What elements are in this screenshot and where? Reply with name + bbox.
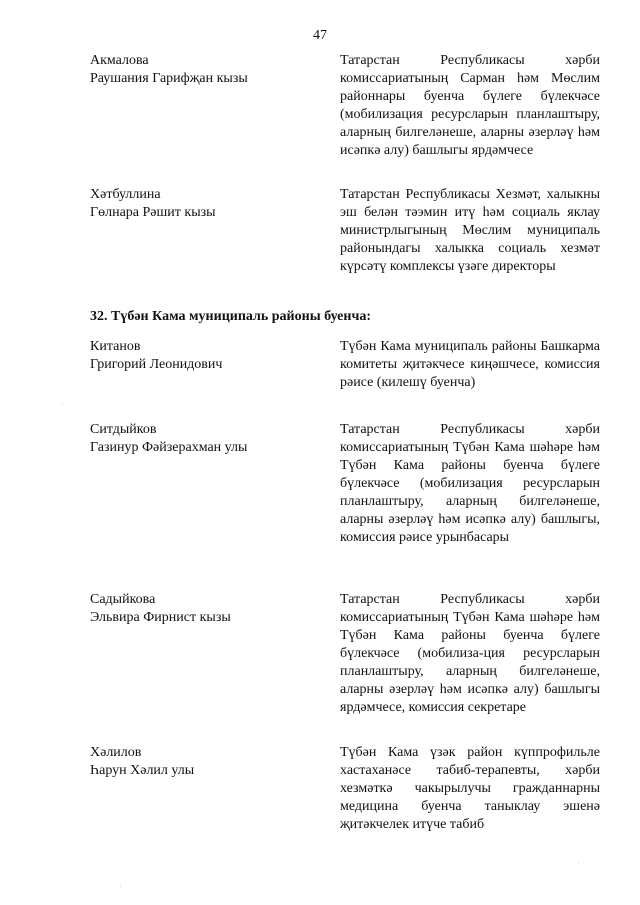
member-name — [90, 421, 320, 457]
member-position: Татарстан Республикасы Хезмәт, халыкны эш белән тәэмин итү һәм социаль яклау министрлыгының Мөслим муниципаль районындагы халыкка социаль хезмәт күрсәтү комплексы үзәге директоры — [340, 187, 600, 274]
member-position: Татарстан Республикасы хәрби комиссариатының Түбән Кама шәһәре һәм Түбән Кама районы буенча бүлеге бүлекчәсе (мобилиза-ция ресурсларын планлаштыру, аларның билгеләнеше, аларны әзерләү һәм исәпкә алу) башлыгы ярдәмчесе, комиссия секретаре — [340, 592, 600, 715]
member-given-name: Эльвира Фирнист кызы — [90, 610, 231, 625]
member-position: Татарстан Республикасы хәрби комиссариатының Сарман һәм Мөслим районнары буенча бүлеге бүлекчәсе (мобилизация ресурсларын планлаштыру, аларның билгеләнеше, аларны әзерләү һәм исәпкә алу) башлыгы ярдәмчесе — [340, 53, 600, 158]
scan-speck — [120, 886, 121, 887]
member-given-name: Григорий Леонидович — [90, 357, 223, 372]
member-position: Түбән Кама үзәк район күппрофильле хастаханәсе табиб-терапевты, хәрби хезмәткә чакырылучы гражданнарны медицина буенча таныклау эшенә җитәкчелек итүче табиб — [340, 745, 600, 832]
member-surname: Садыйкова — [90, 592, 156, 607]
member-name — [90, 186, 320, 222]
scan-speck — [578, 862, 579, 863]
member-surname: Хәлилов — [90, 745, 142, 760]
member-name — [90, 338, 320, 374]
member-surname: Хәтбуллина — [90, 187, 161, 202]
member-surname: Ситдыйков — [90, 422, 157, 437]
member-name — [90, 52, 320, 88]
member-given-name: Гөлнара Рәшит кызы — [90, 205, 216, 220]
member-surname: Акмалова — [90, 53, 149, 68]
member-surname: Китанов — [90, 339, 141, 354]
member-given-name: Һарун Хәлил улы — [90, 763, 195, 778]
member-given-name: Газинур Фәйзерахман улы — [90, 440, 248, 455]
page-number: 47 — [313, 28, 327, 43]
section-heading: 32. Түбән Кама муниципаль районы буенча: — [90, 309, 371, 324]
member-name — [90, 744, 320, 780]
member-position: Татарстан Республикасы хәрби комиссариатының Түбән Кама шәһәре һәм Түбән Кама районы буенча бүлеге бүлекчәсе (мобилизация ресурсларын планлаштыру, аларның билгеләнеше, аларны әзерләү һәм исәпкә алу) башлыгы, комиссия рәисе урынбасары — [340, 422, 600, 545]
scan-speck — [62, 404, 63, 405]
member-position: Түбән Кама муниципаль районы Башкарма комитеты җитәкчесе киңәшчесе, комиссия рәисе (килешү буенча) — [340, 339, 600, 390]
member-name — [90, 591, 320, 627]
member-given-name: Раушания Гарифҗан кызы — [90, 71, 248, 86]
